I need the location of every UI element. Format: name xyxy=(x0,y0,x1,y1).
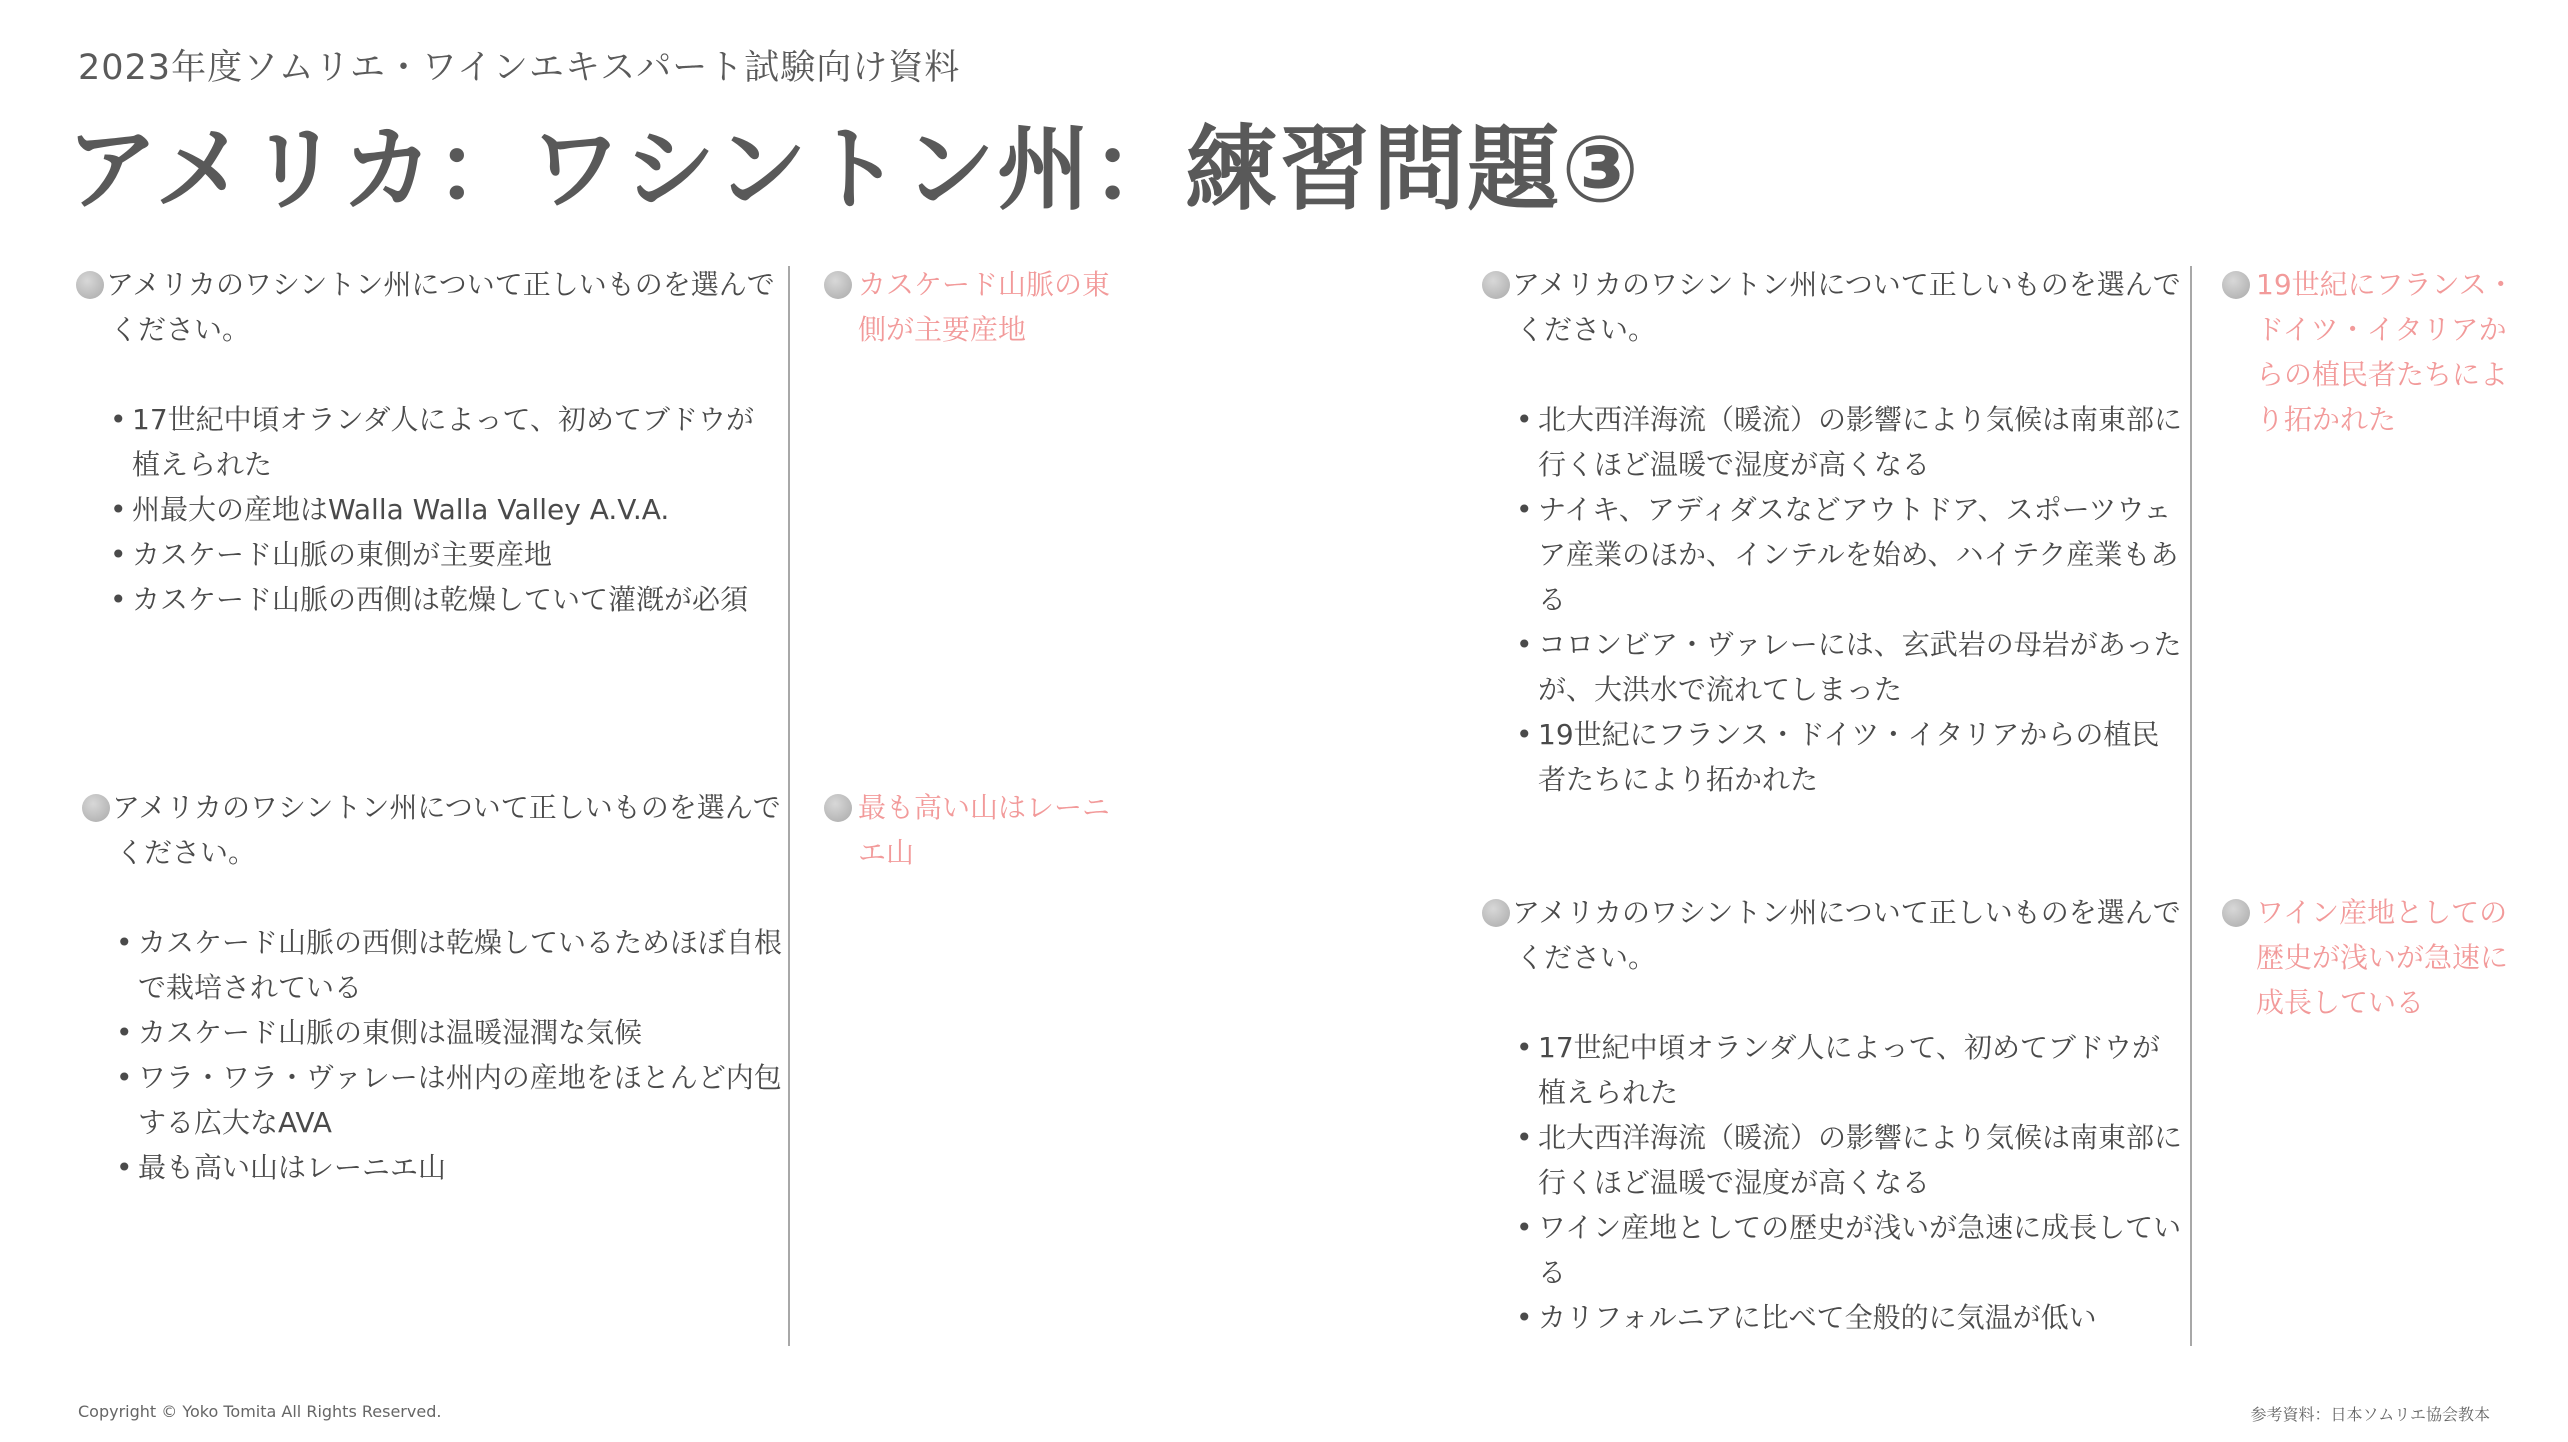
choice-item: • 最も高い山はレーニエ山 xyxy=(116,1145,782,1190)
divider-right xyxy=(2190,266,2192,1346)
choice-item: • カリフォルニアに比べて全般的に気温が低い xyxy=(1516,1295,2182,1340)
choice-item: • カスケード山脈の東側が主要産地 xyxy=(110,532,776,577)
circle-bullet-icon xyxy=(1482,271,1510,299)
choice-item: • 17世紀中頃オランダ人によって、初めてブドウが植えられた xyxy=(110,397,776,487)
choice-item: • 19世紀にフランス・ドイツ・イタリアからの植民者たちにより拓かれた xyxy=(1516,712,2182,802)
circle-bullet-icon xyxy=(2222,271,2250,299)
copyright-text: Copyright © Yoko Tomita All Rights Reserved. xyxy=(78,1402,442,1421)
circle-bullet-icon xyxy=(82,794,110,822)
answer-1: カスケード山脈の東側が主要産地 xyxy=(824,262,1128,352)
choice-list xyxy=(76,397,776,622)
choice-item: • 北大西洋海流（暖流）の影響により気候は南東部に行くほど温暖で湿度が高くなる xyxy=(1516,397,2182,487)
answer-2: 最も高い山はレーニエ山 xyxy=(824,785,1128,875)
choice-item: • カスケード山脈の西側は乾燥しているためほぼ自根で栽培されている xyxy=(116,920,782,1010)
deck-subtitle: 2023年度ソムリエ・ワインエキスパート試験向け資料 xyxy=(78,48,961,88)
choice-list xyxy=(1482,397,2182,802)
question-4 xyxy=(1482,890,2182,1340)
circle-bullet-icon xyxy=(824,271,852,299)
choice-item: • 北大西洋海流（暖流）の影響により気候は南東部に行くほど温暖で湿度が高くなる xyxy=(1516,1115,2182,1205)
answer-3: 19世紀にフランス・ドイツ・イタリアからの植民者たちにより拓かれた xyxy=(2222,262,2526,442)
circle-bullet-icon xyxy=(1482,899,1510,927)
divider-left xyxy=(788,266,790,1346)
choice-item: • 17世紀中頃オランダ人によって、初めてブドウが植えられた xyxy=(1516,1025,2182,1115)
choice-item: • コロンビア・ヴァレーには、玄武岩の母岩があったが、大洪水で流れてしまった xyxy=(1516,622,2182,712)
reference-text: 参考資料：日本ソムリエ協会教本 xyxy=(2250,1405,2490,1424)
choice-item: • カスケード山脈の東側は温暖湿潤な気候 xyxy=(116,1010,782,1055)
question-2 xyxy=(82,785,782,1190)
choice-item: • ワイン産地としての歴史が浅いが急速に成長している xyxy=(1516,1205,2182,1295)
choice-item: • カスケード山脈の西側は乾燥していて灌漑が必須 xyxy=(110,577,776,622)
question-prompt: アメリカのワシントン州について正しいものを選んでください。 xyxy=(1482,262,2182,352)
choice-item: • ワラ・ワラ・ヴァレーは州内の産地をほとんど内包する広大なAVA xyxy=(116,1055,782,1145)
question-prompt: アメリカのワシントン州について正しいものを選んでください。 xyxy=(76,262,776,352)
question-3 xyxy=(1482,262,2182,802)
choice-item: • 州最大の産地はWalla Walla Valley A.V.A. xyxy=(110,487,776,532)
circle-bullet-icon xyxy=(824,794,852,822)
page-title: アメリカ：ワシントン州：練習問題③ xyxy=(66,116,1642,223)
question-prompt: アメリカのワシントン州について正しいものを選んでください。 xyxy=(82,785,782,875)
question-1 xyxy=(76,262,776,622)
choice-list xyxy=(82,920,782,1190)
question-prompt: アメリカのワシントン州について正しいものを選んでください。 xyxy=(1482,890,2182,980)
choice-item: • ナイキ、アディダスなどアウトドア、スポーツウェア産業のほか、インテルを始め、ハイテク産業もある xyxy=(1516,487,2182,622)
circle-bullet-icon xyxy=(76,271,104,299)
answer-4: ワイン産地としての歴史が浅いが急速に成長している xyxy=(2222,890,2526,1025)
choice-list xyxy=(1482,1025,2182,1340)
circle-bullet-icon xyxy=(2222,899,2250,927)
